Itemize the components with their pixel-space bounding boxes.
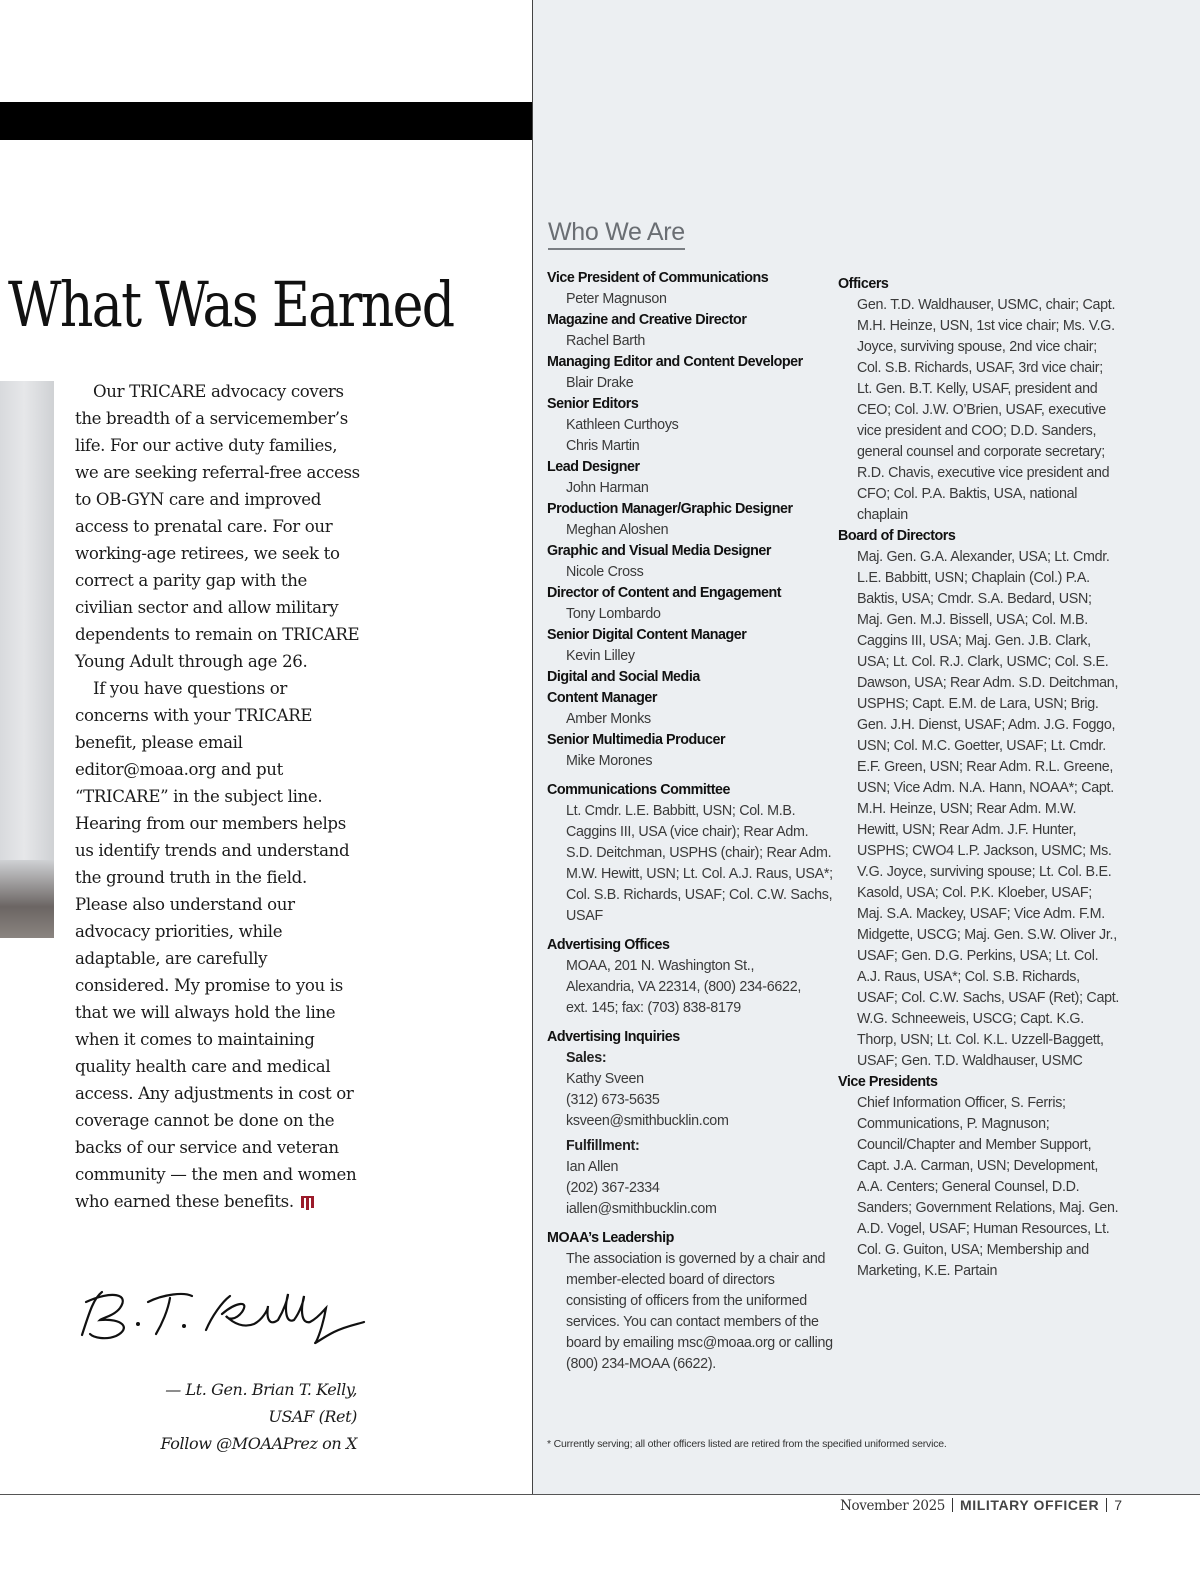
footer-separator — [952, 1498, 953, 1512]
staff-role: Vice President of Communications — [547, 270, 769, 286]
staff-name: Blair Drake — [566, 375, 634, 391]
magazine-name: MILITARY OFFICER — [959, 1497, 1100, 1513]
masthead-staff-column — [547, 268, 837, 1375]
board-heading: Board of Directors — [838, 528, 956, 544]
author-photo-shadow — [0, 860, 54, 938]
officers-heading: Officers — [838, 276, 889, 292]
fulfillment-contact-name: Ian Allen — [566, 1159, 619, 1175]
author-social-line: Follow @MOAAPrez on X — [160, 1434, 357, 1453]
leadership-text: The association is governed by a chair and member-elected board of directors consisting of officers from the uniformed services. You can contact members of the board by emailing msc@moaa.org or calling (800) 234-MOAA (6622). — [566, 1251, 833, 1372]
staff-name: John Harman — [566, 480, 649, 496]
vice-presidents-heading: Vice Presidents — [838, 1074, 938, 1090]
staff-role: Managing Editor and Content Developer — [547, 354, 803, 370]
footer-rule — [0, 1494, 1200, 1495]
sidebar-title: Who We Are — [548, 216, 685, 250]
staff-name: Nicole Cross — [566, 564, 644, 580]
page-number: 7 — [1114, 1497, 1122, 1513]
sales-contact-phone: (312) 673-5635 — [566, 1092, 660, 1108]
article-paragraph-1: Our TRICARE advocacy covers the breadth of a servicemember’s life. For our active duty families, we are seeking referral-free access to OB-GYN care and improved access to prenatal care. For our working-age retirees, we seek to correct a parity gap with the civilian sector and allow military dependents to remain on TRICARE Young Adult through age 26. — [75, 382, 360, 671]
staff-role: Senior Editors — [547, 396, 639, 412]
staff-name: Chris Martin — [566, 438, 640, 454]
staff-role: Production Manager/Graphic Designer — [547, 501, 793, 517]
fulfillment-contact-email: iallen@smithbucklin.com — [566, 1201, 717, 1217]
article-body — [75, 378, 360, 1215]
author-service-line: USAF (Ret) — [268, 1407, 357, 1426]
staff-role: Magazine and Creative Director — [547, 312, 747, 328]
masthead-officers-column — [838, 274, 1120, 1282]
staff-name: Rachel Barth — [566, 333, 646, 349]
article-column — [0, 0, 533, 1500]
staff-name: Mike Morones — [566, 753, 653, 769]
officers-list: Gen. T.D. Waldhauser, USMC, chair; Capt. M.H. Heinze, USN, 1st vice chair; Ms. V.G. Joyce, surviving spouse, 2nd vice chair; Col. S.B. Richards, USAF, 3rd vice chair; Lt. Gen. B.T. Kelly, USAF, president and CEO; Col. J.W. O’Brien, USAF, executive vice president and COO; D.D. Sanders, general counsel and corporate secretary; R.D. Chavis, executive vice president and CFO; Col. P.A. Baktis, USA, national chaplain — [857, 297, 1116, 523]
header-black-bar — [0, 102, 533, 140]
staff-name: Peter Magnuson — [566, 291, 667, 307]
handwritten-signature — [72, 1280, 372, 1350]
vice-presidents-list: Chief Information Officer, S. Ferris; Communications, P. Magnuson; Council/Chapter and Member Support, Capt. J.A. Carman, USN; Development, A.A. Centers; General Counsel, D.D. Sanders; Government Relations, Maj. Gen. A.D. Vogel, USAF; Human Resources, Lt. Col. G. Guiton, USA; Membership and Marketing, K.E. Partain — [857, 1095, 1119, 1279]
sales-contact-email: ksveen@smithbucklin.com — [566, 1113, 729, 1129]
masthead-footnote: * Currently serving; all other officers listed are retired from the specified uniformed service. — [547, 1438, 947, 1450]
sales-contact-name: Kathy Sveen — [566, 1071, 644, 1087]
staff-name: Amber Monks — [566, 711, 651, 727]
staff-role: Graphic and Visual Media Designer — [547, 543, 772, 559]
page-footer — [840, 1497, 1122, 1514]
sales-label: Sales: — [566, 1050, 607, 1066]
advertising-offices-address: MOAA, 201 N. Washington St., Alexandria, VA 22314, (800) 234-6622, ext. 145; fax: (703) 838-8179 — [566, 958, 802, 1016]
article-paragraph-2 — [75, 675, 360, 1215]
staff-name: Kevin Lilley — [566, 648, 635, 664]
article-paragraph-2-text: If you have questions or concerns with your TRICARE benefit, please email editor@moaa.org and put “TRICARE” in the subject line. Hearing from our members helps us identify trends and understand the ground truth in the field. Please also understand our advocacy priorities, while adaptable, are carefully considered. My promise to you is that we will always hold the line when it comes to maintaining quality health care and medical access. Any adjustments in cost or coverage cannot be done on the backs of our service and veteran community — the men and women who earned these benefits. — [75, 679, 357, 1211]
advertising-inquiries-heading: Advertising Inquiries — [547, 1029, 680, 1045]
committee-heading: Communications Committee — [547, 782, 731, 798]
article-headline: What Was Earned — [8, 268, 454, 341]
board-list: Maj. Gen. G.A. Alexander, USA; Lt. Cmdr. L.E. Babbitt, USN; Chaplain (Col.) P.A. Baktis, USA; Cmdr. S.A. Bedard, USN; Maj. Gen. M.J. Bissell, USA; Col. M.B. Caggins III, USA; Maj. Gen. J.B. Clark, USA; Lt. Col. R.J. Clark, USMC; Col. S.E. Dawson, USA; Rear Adm. S.D. Deitchman, USPHS; Capt. E.M. de Lara, USN; Brig. Gen. J.H. Dienst, USAF; Adm. J.G. Foggo, USN; Col. M.C. Goetter, USAF; Lt. Cmdr. E.F. Green, USN; Rear Adm. R.L. Greene, USN; Vice Adm. N.A. Hann, NOAA*; Capt. M.H. Heinze, USN; Rear Adm. M.W. Hewitt, USN; Rear Adm. J.F. Hunter, USPHS; CWO4 L.P. Jackson, USMC; Ms. V.G. Joyce, surviving spouse; Lt. Col. B.E. Kasold, USA; Col. P.K. Kloeber, USAF; Maj. S.A. Mackey, USAF; Vice Adm. F.M. Midgette, USCG; Maj. Gen. S.W. Oliver Jr., USAF; Gen. D.G. Perkins, USA; Lt. Col. A.J. Raus, USA*; Col. S.B. Richards, USAF; Col. C.W. Sachs, USAF (Ret); Capt. W.G. Schneeweis, USCG; Capt. K.G. Thorp, USN; Lt. Col. K.L. Uzzell-Baggett, USAF; Gen. T.D. Waldhauser, USMC — [857, 549, 1120, 1069]
leadership-heading: MOAA’s Leadership — [547, 1230, 674, 1246]
staff-name: Kathleen Curthoys — [566, 417, 679, 433]
staff-role: Lead Designer — [547, 459, 640, 475]
moaa-endmark-icon — [300, 1195, 316, 1211]
staff-role: Digital and Social Media Content Manager — [547, 669, 700, 706]
fulfillment-contact-phone: (202) 367-2334 — [566, 1180, 660, 1196]
footer-separator — [1106, 1498, 1107, 1512]
fulfillment-label: Fulfillment: — [566, 1138, 640, 1154]
issue-date: November 2025 — [840, 1498, 945, 1514]
staff-role: Senior Multimedia Producer — [547, 732, 726, 748]
committee-members: Lt. Cmdr. L.E. Babbitt, USN; Col. M.B. Caggins III, USA (vice chair); Rear Adm. S.D. Deitchman, USPHS (chair); Rear Adm. M.W. Hewitt, USN; Lt. Col. A.J. Raus, USA*; Col. S.B. Richards, USAF; Col. C.W. Sachs, USAF — [566, 803, 833, 924]
staff-name: Meghan Aloshen — [566, 522, 669, 538]
advertising-offices-heading: Advertising Offices — [547, 937, 670, 953]
staff-role: Senior Digital Content Manager — [547, 627, 747, 643]
author-signature-block — [100, 1376, 357, 1457]
author-photo-crop — [0, 381, 54, 938]
author-name-line: — Lt. Gen. Brian T. Kelly, — [165, 1380, 357, 1399]
staff-name: Tony Lombardo — [566, 606, 661, 622]
staff-role: Director of Content and Engagement — [547, 585, 782, 601]
